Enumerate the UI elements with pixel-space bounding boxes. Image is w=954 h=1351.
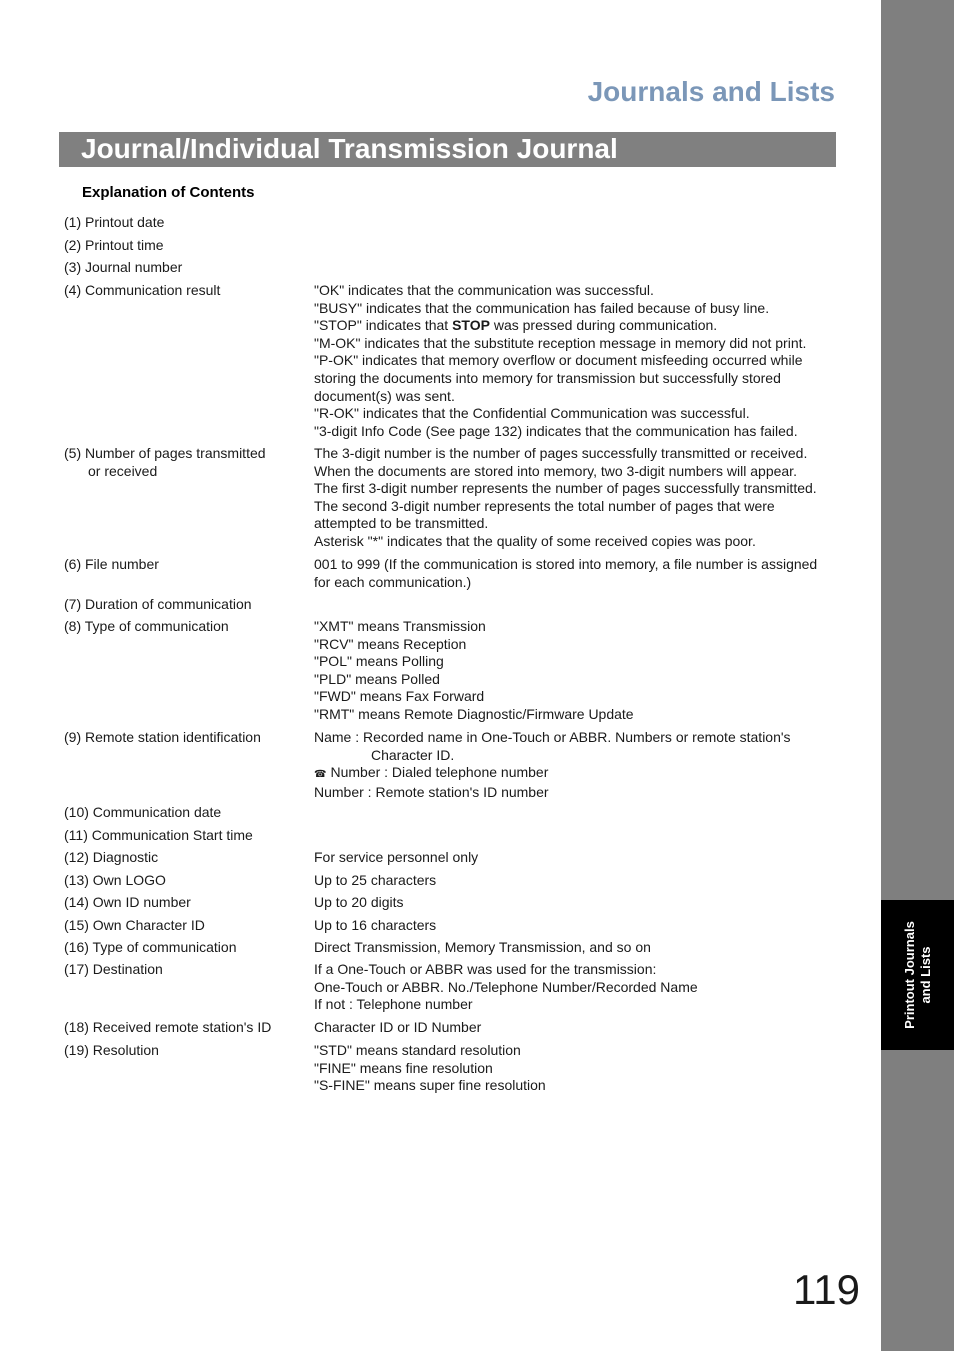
desc-line: If a One-Touch or ABBR was used for the transmission:: [314, 961, 657, 977]
desc-line: "BUSY" indicates that the communication has failed because of busy line.: [314, 299, 770, 316]
entry-label: (13) Own LOGO: [64, 872, 166, 888]
entry-label-continuation: or received: [88, 462, 158, 479]
desc-line: "FINE" means fine resolution: [314, 1059, 493, 1076]
desc-line: Name : Recorded name in One-Touch or ABBR. Numbers or remote station's: [314, 729, 791, 745]
entry-description: [314, 729, 854, 801]
desc-line: One-Touch or ABBR. No./Telephone Number/Recorded Name: [314, 978, 698, 995]
desc-line: The 3-digit number is the number of pages successfully transmitted or received.: [314, 445, 808, 461]
entry-label: [64, 445, 309, 480]
desc-line: "R-OK" indicates that the Confidential Communication was successful.: [314, 405, 750, 422]
entry-label: (11) Communication Start time: [64, 827, 253, 843]
entry-label: (16) Type of communication: [64, 939, 237, 955]
entry-label: (9) Remote station identification: [64, 729, 261, 745]
entry-label: (1) Printout date: [64, 214, 165, 230]
entry-label: (7) Duration of communication: [64, 596, 252, 612]
entry-label: (17) Destination: [64, 961, 163, 977]
entry-description: [314, 961, 854, 1014]
desc-line: Asterisk "*" indicates that the quality of some received copies was poor.: [314, 532, 756, 549]
desc-line: "OK" indicates that the communication was successful.: [314, 282, 654, 298]
desc-line: When the documents are stored into memory, two 3-digit numbers will appear.: [314, 462, 797, 479]
entry-description: [314, 917, 854, 935]
entry-description: [314, 849, 854, 867]
desc-line: Character ID.: [371, 746, 455, 763]
desc-text: "STOP" indicates that: [314, 317, 453, 334]
entry-description: [314, 618, 854, 724]
entry-description: [314, 445, 854, 551]
desc-line: Up to 20 digits: [314, 894, 404, 910]
entry-label: (2) Printout time: [64, 237, 164, 253]
chapter-tab[interactable]: [881, 900, 954, 1050]
desc-line: for each communication.): [314, 573, 472, 590]
entry-label: (19) Resolution: [64, 1042, 159, 1058]
subheading: Explanation of Contents: [82, 184, 255, 201]
desc-text: Number : Dialed telephone number: [330, 764, 549, 781]
desc-line: "PLD" means Polled: [314, 670, 440, 687]
desc-text: was pressed during communication.: [489, 317, 718, 334]
desc-line: "STD" means standard resolution: [314, 1042, 521, 1058]
desc-line: "3-digit Info Code (See page 132) indicates that the communication has failed.: [314, 422, 798, 439]
entry-description: [314, 556, 854, 591]
desc-line: "P-OK" indicates that memory overflow or document misfeeding occurred while: [314, 352, 803, 369]
desc-line: "S-FINE" means super fine resolution: [314, 1077, 546, 1094]
page-sidebar: [881, 0, 954, 1351]
desc-line: For service personnel only: [314, 849, 479, 865]
entry-label: (10) Communication date: [64, 804, 222, 820]
entry-label: (3) Journal number: [64, 259, 183, 275]
phone-icon: ☎: [314, 769, 327, 781]
desc-line: [314, 317, 854, 335]
desc-line: "FWD" means Fax Forward: [314, 688, 485, 705]
entry-label: (14) Own ID number: [64, 894, 191, 910]
stop-keyword: STOP: [452, 317, 490, 334]
entry-label: (15) Own Character ID: [64, 917, 205, 933]
desc-line: Up to 16 characters: [314, 917, 437, 933]
entry-description: [314, 282, 854, 440]
desc-line: "M-OK" indicates that the substitute reception message in memory did not print.: [314, 334, 807, 351]
entry-label: (12) Diagnostic: [64, 849, 159, 865]
entry-description: [314, 939, 854, 957]
desc-line: Up to 25 characters: [314, 872, 437, 888]
entry-label: (6) File number: [64, 556, 159, 572]
desc-line: The first 3-digit number represents the number of pages successfully transmitted.: [314, 480, 817, 497]
desc-line: "RMT" means Remote Diagnostic/Firmware Update: [314, 705, 634, 722]
entry-label: (8) Type of communication: [64, 618, 229, 634]
desc-line: [314, 764, 854, 784]
desc-line: Character ID or ID Number: [314, 1019, 482, 1035]
entry-description: [314, 894, 854, 912]
desc-line: Number : Remote station's ID number: [314, 783, 549, 800]
entry-label-text: (5) Number of pages transmitted: [64, 445, 266, 461]
chapter-tab-label: [902, 921, 934, 1029]
desc-line: "POL" means Polling: [314, 653, 444, 670]
page-title-bar: [59, 132, 836, 167]
entry-description: [314, 1019, 854, 1037]
desc-line: attempted to be transmitted.: [314, 515, 489, 532]
chapter-tab-line2: and Lists: [917, 946, 933, 1004]
desc-line: The second 3-digit number represents the total number of pages that were: [314, 497, 775, 514]
entry-label: (4) Communication result: [64, 282, 221, 298]
chapter-tab-line1: Printout Journals: [901, 921, 917, 1029]
entry-label: (18) Received remote station's ID: [64, 1019, 272, 1035]
desc-line: storing the documents into memory for transmission but successfully stored: [314, 369, 781, 386]
desc-line: Direct Transmission, Memory Transmission, and so on: [314, 939, 651, 955]
entry-description: [314, 872, 854, 890]
desc-line: document(s) was sent.: [314, 387, 455, 404]
entry-description: [314, 1042, 854, 1095]
desc-line: "RCV" means Reception: [314, 635, 467, 652]
desc-line: 001 to 999 (If the communication is stored into memory, a file number is assigned: [314, 556, 818, 572]
page-title: Journal/Individual Transmission Journal: [81, 133, 618, 164]
desc-line: If not : Telephone number: [314, 996, 473, 1013]
section-title: Journals and Lists: [587, 76, 835, 107]
page-number: 119: [793, 1266, 860, 1313]
desc-line: "XMT" means Transmission: [314, 618, 486, 634]
